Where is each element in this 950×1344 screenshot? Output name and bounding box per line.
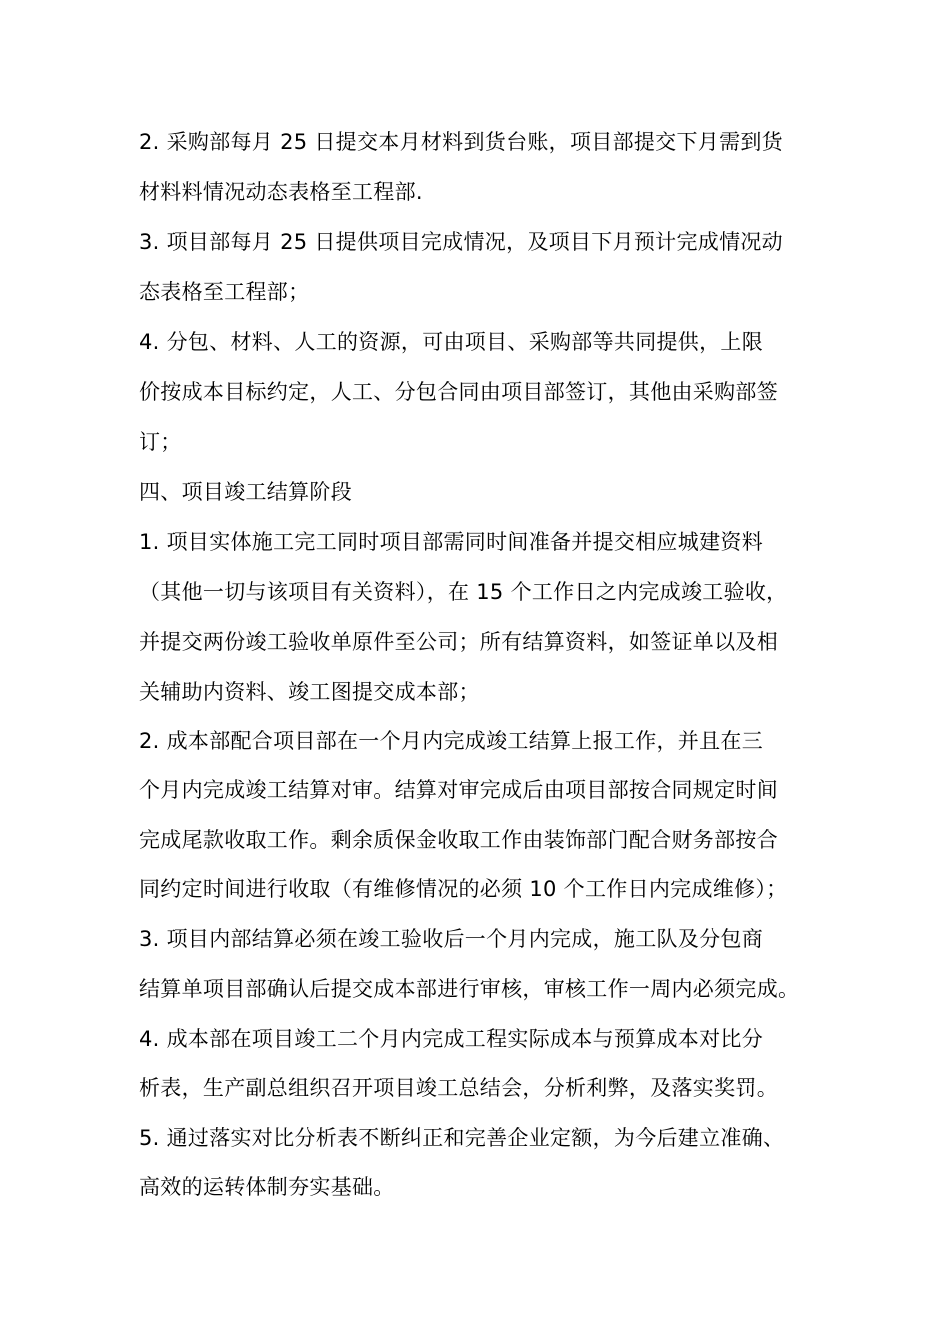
text-line: 2. 成本部配合项目部在一个月内完成竣工结算上报工作，并且在三: [139, 729, 764, 753]
text-line: 材料料情况动态表格至工程部.: [139, 180, 423, 204]
text-line: 关辅助内资料、竣工图提交成本部；: [139, 680, 480, 704]
text-line: 2. 采购部每月 25 日提交本月材料到货台账，项目部提交下月需到货: [139, 130, 783, 154]
text-line: 同约定时间进行收取（有维修情况的必须 10 个工作日内完成维修）；: [139, 877, 788, 901]
text-line: 4. 分包、材料、人工的资源，可由项目、采购部等共同提供，上限: [139, 330, 764, 354]
text-line: 个月内完成竣工结算对审。结算对审完成后由项目部按合同规定时间: [139, 778, 778, 802]
text-line: 3. 项目部每月 25 日提供项目完成情况，及项目下月预计完成情况动: [139, 230, 783, 254]
text-line: 完成尾款收取工作。剩余质保金收取工作由装饰部门配合财务部按合: [139, 828, 778, 852]
text-line: 1. 项目实体施工完工同时项目部需同时间准备并提交相应城建资料: [139, 530, 764, 554]
section-heading: 四、项目竣工结算阶段: [139, 480, 352, 504]
text-line: 态表格至工程部；: [139, 280, 310, 304]
text-line: 结算单项目部确认后提交成本部进行审核，审核工作一周内必须完成。: [139, 977, 800, 1001]
text-line: 高效的运转体制夯实基础。: [139, 1175, 395, 1199]
text-line: 3. 项目内部结算必须在竣工验收后一个月内完成，施工队及分包商: [139, 927, 764, 951]
text-line: 5. 通过落实对比分析表不断纠正和完善企业定额，为今后建立准确、: [139, 1126, 785, 1150]
text-line: 析表，生产副总组织召开项目竣工总结会，分析利弊，及落实奖罚。: [139, 1076, 778, 1100]
text-line: （其他一切与该项目有关资料），在 15 个工作日之内完成竣工验收，: [139, 580, 788, 604]
text-line: 价按成本目标约定，人工、分包合同由项目部签订，其他由采购部签: [139, 380, 778, 404]
text-line: 并提交两份竣工验收单原件至公司；所有结算资料，如签证单以及相: [139, 630, 778, 654]
text-line: 4. 成本部在项目竣工二个月内完成工程实际成本与预算成本对比分: [139, 1027, 764, 1051]
text-line: 订；: [139, 430, 182, 454]
